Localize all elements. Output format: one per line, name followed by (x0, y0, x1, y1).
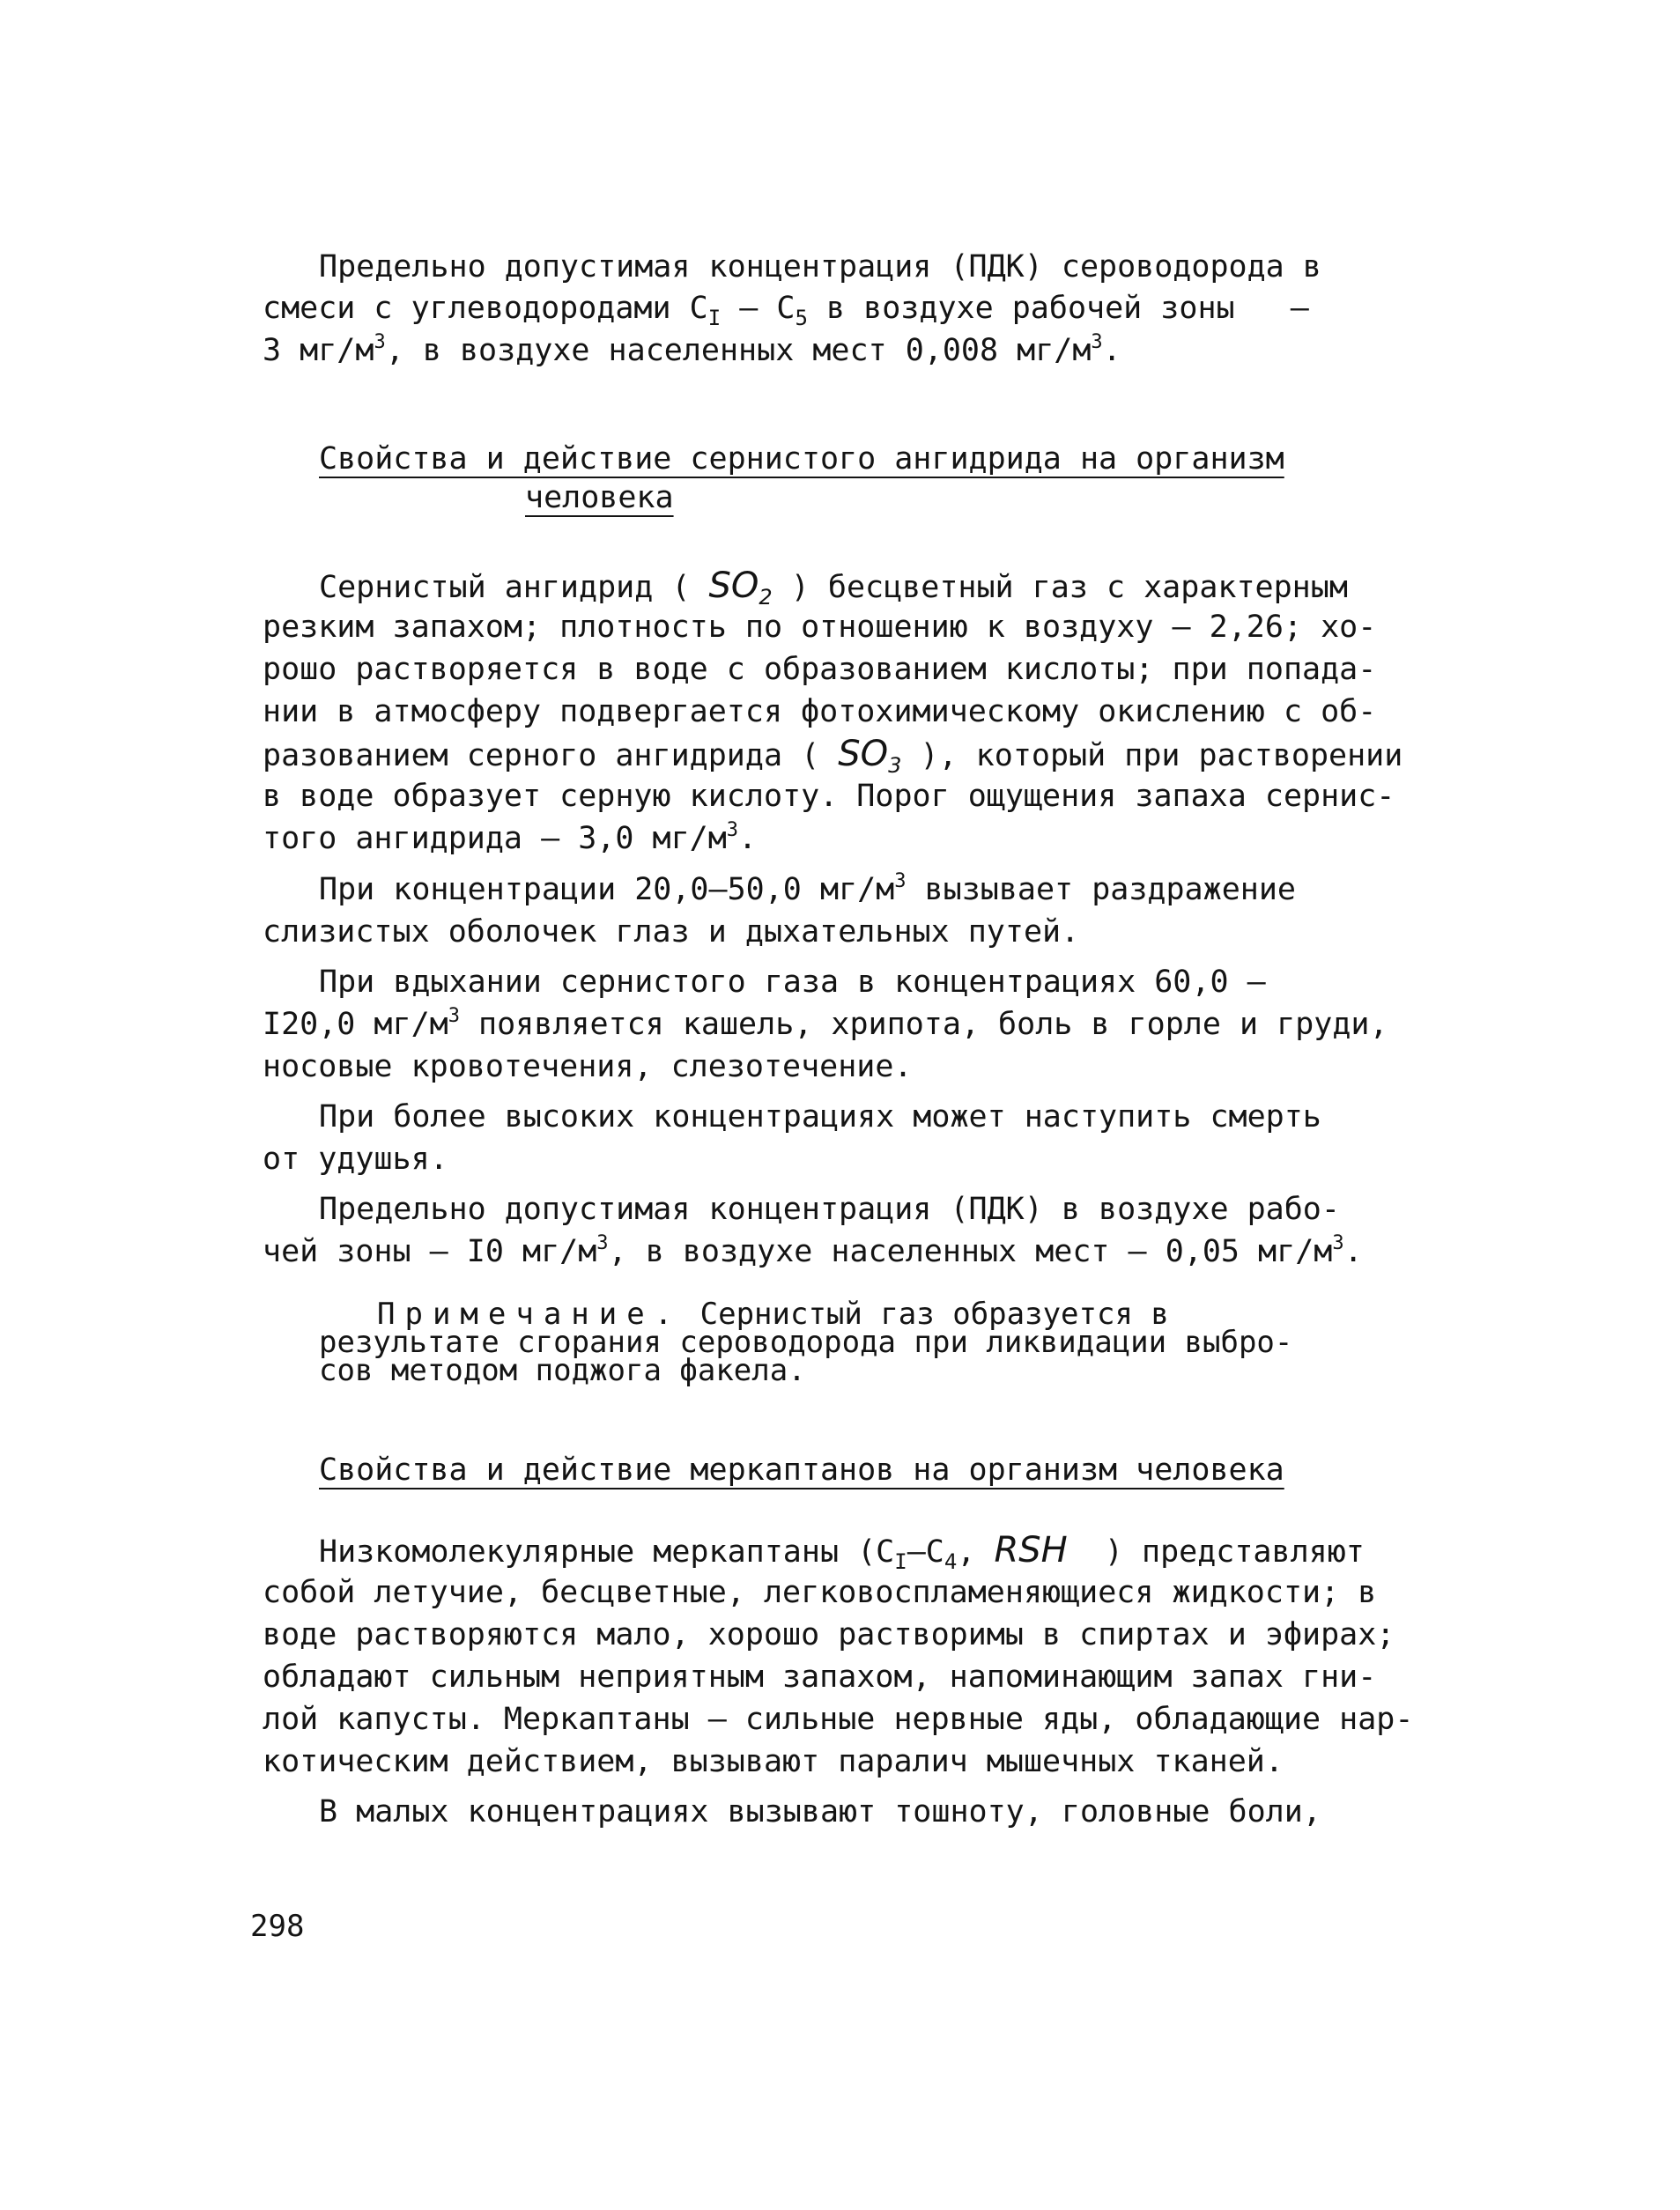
text-line: разованием серного ангидрида ( $SO_3$ ), который при растворении (263, 734, 1403, 778)
text-line: В малых концентрациях вызывают тошноту, головные боли, (319, 1794, 1321, 1829)
text-line: Предельно допустимая концентрация (ПДК) в воздухе рабо- (319, 1192, 1340, 1227)
text-line: смеси с углеводородами $С_I - С_5$ в воздухе рабочей зоны – (263, 291, 1309, 330)
text-line: При более высоких концентрациях может наступить смерть (319, 1099, 1321, 1135)
text-line: того ангидрида – 3,0 $мг/м^3$. (263, 819, 758, 856)
section-heading-so2: Свойства и действие сернистого ангидрида на организм (319, 441, 1284, 477)
text-line: I20,0 $мг/м^3$ появляется кашель, хрипота, боль в горле и груди, (263, 1005, 1388, 1042)
text-line: 3 $мг/м^3$, в воздухе населенных мест 0,008 $мг/м^3$. (263, 331, 1121, 368)
section-heading-so2-cont: человека (525, 480, 674, 515)
text-line: чей зоны – I0 $мг/м^3$, в воздухе населенных мест – 0,05 $мг/м^3$. (263, 1232, 1363, 1269)
text-line: собой летучие, бесцветные, легковоспламеняющиеся жидкости; в (263, 1575, 1377, 1610)
text-line: нии в атмосферу подвергается фотохимическому окислению с об- (263, 694, 1377, 729)
section-heading-mercaptans: Свойства и действие меркаптанов на организм человека (319, 1452, 1284, 1488)
text-line: обладают сильным неприятным запахом, напоминающим запах гни- (263, 1659, 1377, 1695)
formula-rsh: RSH (994, 1530, 1068, 1571)
text-line: рошо растворяется в воде с образованием кислоты; при попада- (263, 652, 1377, 687)
note-line: сов методом поджога факела. (319, 1353, 806, 1388)
text-line: Низкомолекулярные меркаптаны ($С_I-С_4$, RSH ) представляют (319, 1530, 1365, 1574)
text-line: в воде образует серную кислоту. Порог ощущения запаха сернис- (263, 779, 1395, 814)
formula-so2: $SO_2$ (708, 565, 773, 610)
note-line: Примечание. Сернистый газ образуется в (377, 1297, 1169, 1332)
text-line: лой капусты. Меркаптаны – сильные нервные яды, обладающие нар- (263, 1702, 1414, 1737)
text-line: Предельно допустимая концентрация (ПДК) сероводорода в (319, 249, 1321, 285)
text-line: Сернистый ангидрид ( $SO_2$ ) бесцветный газ с характерным (319, 565, 1348, 610)
text-line: слизистых оболочек глаз и дыхательных путей. (263, 914, 1080, 950)
text-line: При вдыхании сернистого газа в концентрациях 60,0 – (319, 965, 1266, 1000)
formula-so3: $SO_3$ (838, 734, 902, 778)
note-label: Примечание. (377, 1297, 683, 1332)
text-line: резким запахом; плотность по отношению к воздуху – 2,26; хо- (263, 610, 1377, 645)
text-line: носовые кровотечения, слезотечение. (263, 1049, 913, 1084)
page-number: 298 (250, 1909, 305, 1944)
note-line: результате сгорания сероводорода при ликвидации выбро- (319, 1325, 1293, 1360)
text-line: воде растворяются мало, хорошо растворимы в спиртах и эфирах; (263, 1617, 1395, 1652)
text-line: При концентрации 20,0–50,0 $мг/м^3$ вызывает раздражение (319, 870, 1296, 907)
text-line: котическим действием, вызывают паралич мышечных тканей. (263, 1744, 1284, 1779)
text-line: от удушья. (263, 1142, 448, 1177)
